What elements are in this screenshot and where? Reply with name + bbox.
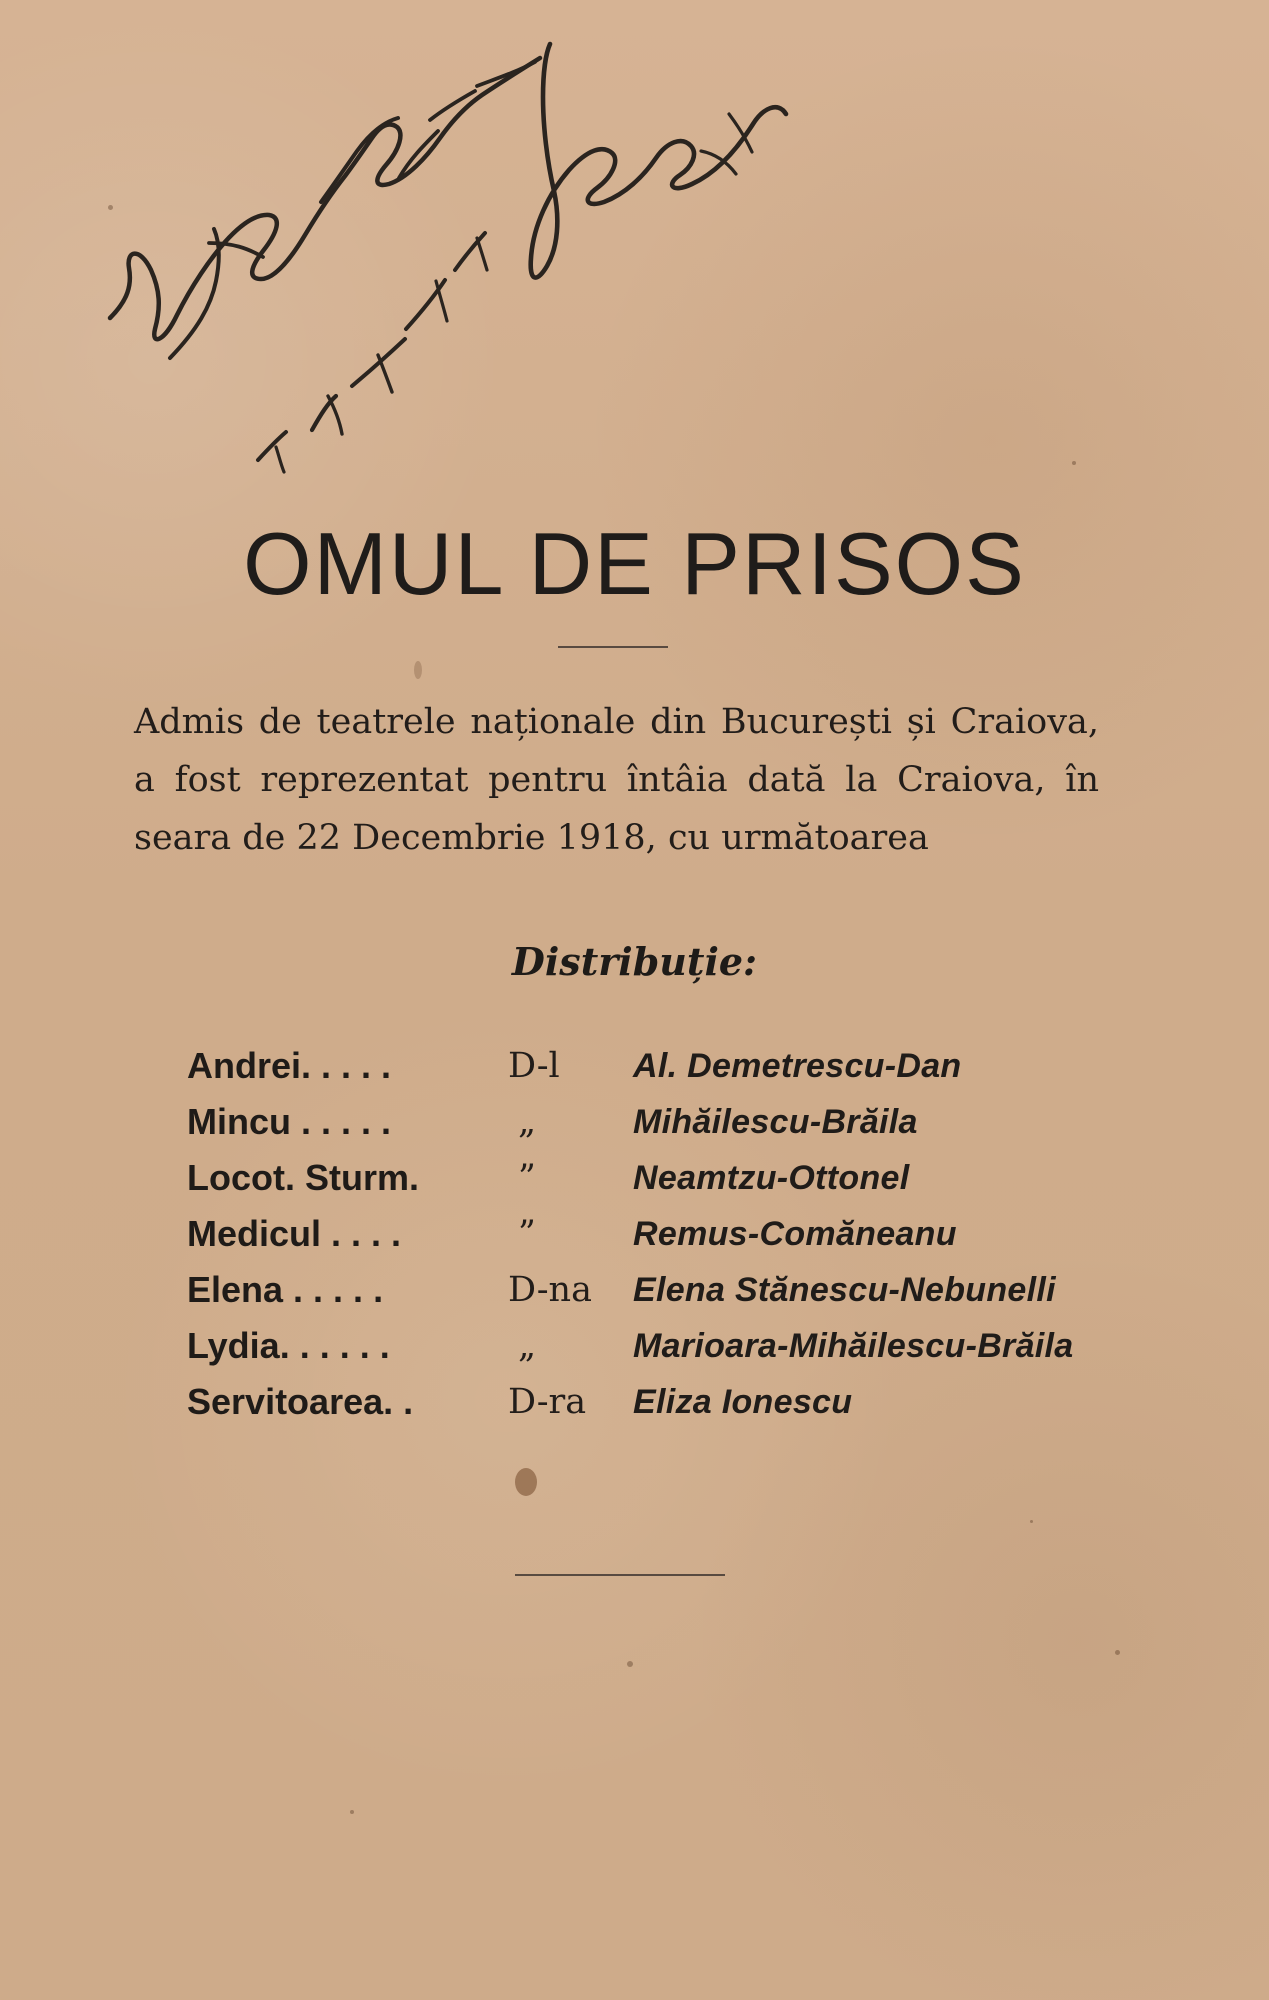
actor-name: Al. Demetrescu-Dan [633,1047,962,1085]
honorific: D-na [508,1270,592,1310]
cast-row [187,1206,1117,1262]
actor-name: Neamtzu-Ottonel [633,1159,910,1197]
role-name: Mincu . . . . . [187,1101,392,1142]
document-title: OMUL DE PRISOS [243,514,1026,613]
bottom-divider [515,1574,725,1576]
honorific: ” [518,1214,536,1254]
honorific: „ [518,1326,537,1366]
honorific: ” [518,1158,536,1198]
actor-name: Eliza Ionescu [633,1383,853,1421]
title-divider [558,646,668,648]
cast-row [187,1262,1117,1318]
cast-row [187,1150,1117,1206]
cast-row [187,1374,1117,1430]
paper-spot [1072,461,1076,465]
cast-list [187,1038,1117,1430]
role-name: Andrei. . . . . [187,1045,392,1086]
honorific: D-ra [508,1382,587,1422]
paper-spot [1115,1650,1120,1655]
paper-spot [1030,1520,1033,1523]
cast-row [187,1094,1117,1150]
cast-row [187,1318,1117,1374]
paper-spot [627,1661,633,1667]
handwritten-inscription [88,0,808,520]
role-name: Elena . . . . . [187,1269,384,1310]
role-name: Lydia. . . . . . [187,1325,390,1366]
role-name: Servitoarea. . [187,1381,414,1422]
cast-row [187,1038,1117,1094]
paper-spot [414,661,422,679]
paper-spot [350,1810,354,1814]
actor-name: Marioara-Mihăilescu-Brăila [633,1327,1074,1365]
paper-spot [515,1468,537,1496]
distribution-heading: Distribuție: [511,939,758,984]
actor-name: Mihăilescu-Brăila [633,1103,918,1141]
honorific: „ [518,1102,537,1142]
actor-name: Elena Stănescu-Nebunelli [633,1271,1056,1309]
role-name: Medicul . . . . [187,1213,402,1254]
intro-paragraph: Admis de teatrele naționale din București și Craiova, a fost reprezentat pentru întâia dată la Craiova, în seara de 22 Decembrie 1918, cu următoarea [134,702,1099,858]
role-name: Locot. Sturm. [187,1157,419,1198]
honorific: D-l [508,1046,560,1086]
actor-name: Remus-Comăneanu [633,1215,957,1253]
